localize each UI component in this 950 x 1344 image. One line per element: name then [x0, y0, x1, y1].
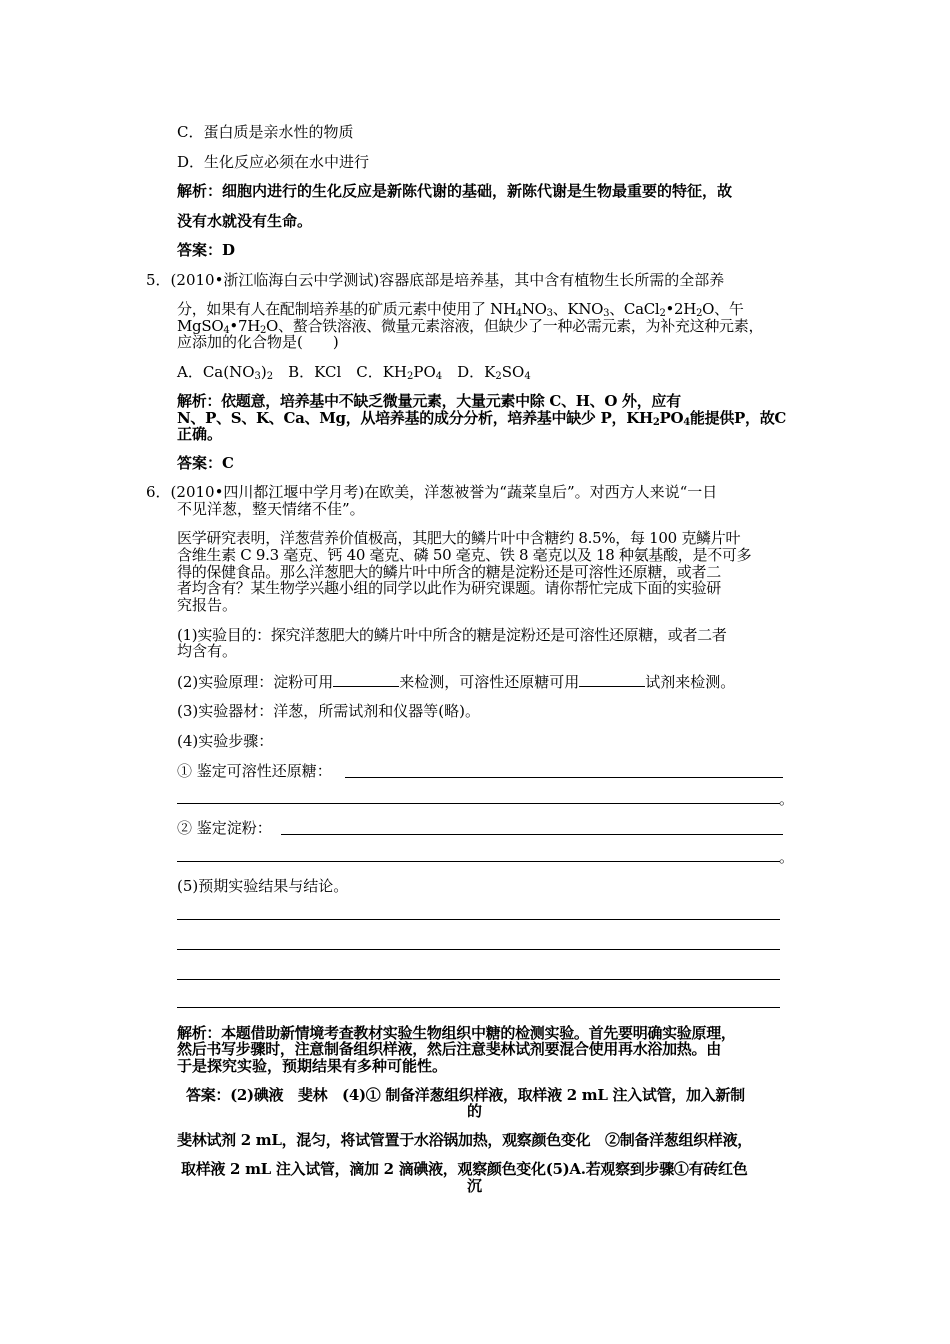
answer-line-text: 答案：(2)碘液 斐林 (4)① 制备洋葱组织样液，取样液 2 mL 注入试管，加入新制 — [186, 1086, 745, 1104]
question-5-stem: 5．(2010•浙江临海白云中学测试)容器底部是培养基，其中含有植物生长所需的全部养 — [146, 271, 725, 289]
answer-line[interactable] — [177, 1007, 780, 1008]
question-6-stem: 6．(2010•四川都江堰中学月考)在欧美，洋葱被誉为“蔬菜皇后”。对西方人来说“一日 — [146, 483, 718, 501]
analysis-line: 正确。 — [177, 425, 223, 443]
question-6-stem: 不见洋葱，整天情绪不佳”。 — [177, 500, 365, 518]
analysis-line: 解析：本题借助新情境考查教材实验生物组织中糖的检测实验。首先要明确实验原理， — [177, 1024, 736, 1042]
answer: 答案：C — [177, 454, 234, 472]
experiment-aim: 均含有。 — [177, 642, 238, 660]
experiment-steps: (4)实验步骤： — [177, 732, 274, 750]
answer-line-text: 沉 — [467, 1177, 483, 1195]
question-5-stem: 分，如果有人在配制培养基的矿质元素中使用了 $NH_4NO_3$、$KNO_3$、$CaCl_2•2H_2O$、午 — [177, 300, 744, 319]
period: 。 — [779, 790, 795, 808]
answer-line[interactable] — [345, 777, 783, 778]
question-5-stem: $MgSO_4•7H_2O$、螯合铁溶液、微量元素溶液，但缺少了一种必需元素，为补充这种元素， — [177, 317, 764, 336]
analysis-line: 没有水就没有生命。 — [177, 212, 313, 230]
option-c: C．蛋白质是亲水性的物质 — [177, 123, 354, 141]
question-6-paragraph: 含维生素 C 9.3 毫克、钙 40 毫克、磷 50 毫克、铁 8 毫克以及 18 种氨基酸，是不可多 — [177, 546, 752, 564]
answer-line[interactable] — [177, 861, 780, 862]
step-1-label: ① 鉴定可溶性还原糖： — [177, 762, 332, 780]
answer-line-text: 斐林试剂 2 mL，混匀，将试管置于水浴锅加热，观察颜色变化 ②制备洋葱组织样液， — [177, 1131, 753, 1149]
analysis-line: 于是探究实验，预期结果有多种可能性。 — [177, 1057, 448, 1075]
answer-line[interactable] — [177, 919, 780, 920]
experiment-aim: (1)实验目的：探究洋葱肥大的鳞片叶中所含的糖是淀粉还是可溶性还原糖，或者二者 — [177, 626, 727, 644]
answer: 答案：D — [177, 241, 236, 259]
answer-line[interactable] — [177, 979, 780, 980]
question-5-stem: 应添加的化合物是( ) — [177, 333, 339, 351]
analysis-line: 解析：依题意，培养基中不缺乏微量元素，大量元素中除 C、H、O 外，应有 — [177, 392, 681, 410]
step-2-label: ② 鉴定淀粉： — [177, 819, 272, 837]
expected-results-label: (5)预期实验结果与结论。 — [177, 877, 349, 895]
answer-line-text: 的 — [467, 1102, 483, 1120]
question-6-paragraph: 究报告。 — [177, 596, 238, 614]
analysis-line: 解析：细胞内进行的生化反应是新陈代谢的基础，新陈代谢是生物最重要的特征，故 — [177, 182, 733, 200]
answer-line[interactable] — [177, 803, 780, 804]
experiment-materials: (3)实验器材：洋葱，所需试剂和仪器等(略)。 — [177, 702, 480, 720]
principle-blank-2[interactable] — [579, 673, 645, 687]
analysis-line: 然后书写步骤时，注意制备组织样液，然后注意斐林试剂要混合使用再水浴加热。由 — [177, 1040, 721, 1058]
question-6-paragraph: 者均含有？某生物学兴趣小组的同学以此作为研究课题。请你帮忙完成下面的实验研 — [177, 579, 721, 597]
question-5-options: A．$Ca(NO_3)_2$ B．KCl C．$KH_2PO_4$ D．$K_2SO_4$ — [177, 363, 531, 382]
answer-line[interactable] — [177, 949, 780, 950]
period: 。 — [779, 848, 795, 866]
analysis-line: N、P、S、K、Ca、Mg，从培养基的成分分析，培养基中缺少 P，$KH_2PO_4$能提供P，故C — [177, 409, 787, 428]
question-6-paragraph: 得的保健食品。那么洋葱肥大的鳞片叶中所含的糖是淀粉还是可溶性还原糖，或者二 — [177, 563, 721, 581]
experiment-principle: (2)实验原理：淀粉可用 来检测，可溶性还原糖可用 试剂来检测。 — [177, 673, 736, 691]
answer-line[interactable] — [281, 834, 783, 835]
answer-line-text: 取样液 2 mL 注入试管，滴加 2 滴碘液，观察颜色变化(5)A.若观察到步骤①有砖红色 — [181, 1160, 748, 1178]
option-d: D．生化反应必须在水中进行 — [177, 153, 370, 171]
principle-blank-1[interactable] — [333, 673, 399, 687]
question-6-paragraph: 医学研究表明，洋葱营养价值极高，其肥大的鳞片叶中含糖约 8.5%，每 100 克鳞片叶 — [177, 529, 741, 547]
